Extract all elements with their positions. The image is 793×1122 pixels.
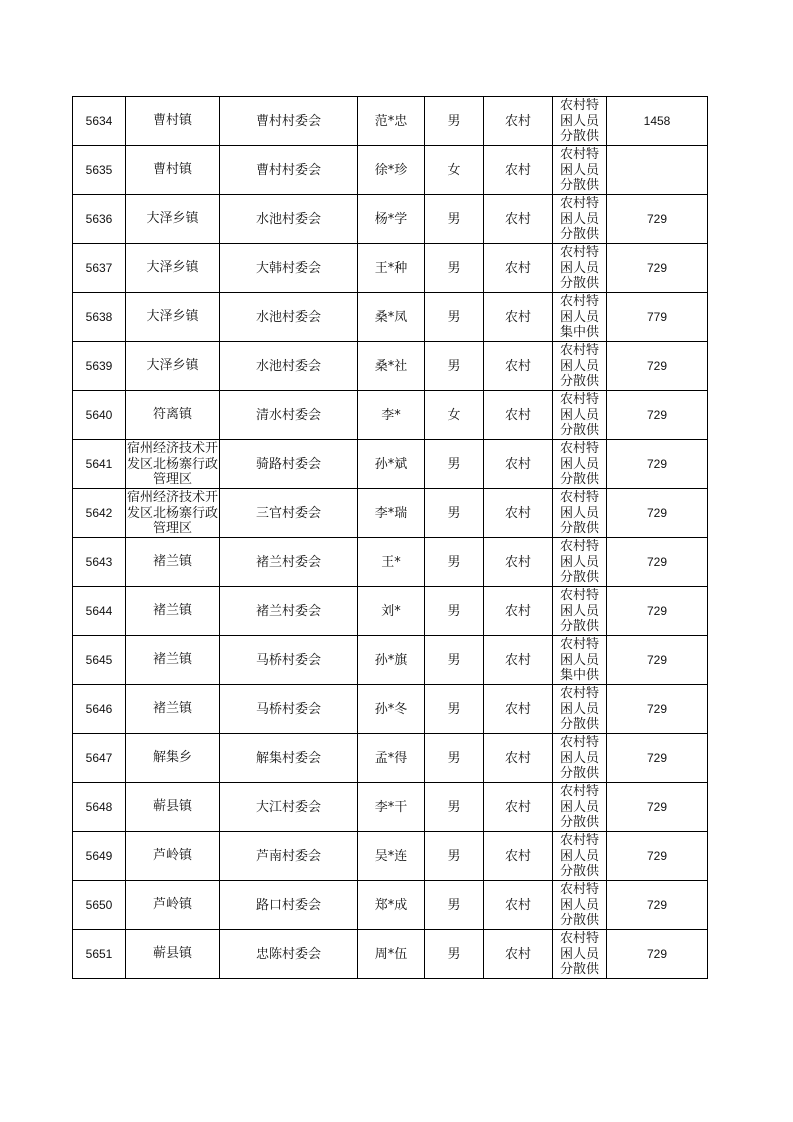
village-committee-cell: 马桥村委会 [220,685,358,734]
relief-category-cell [553,146,607,195]
village-committee-cell: 马桥村委会 [220,636,358,685]
gender-cell: 男 [425,538,484,587]
relief-category-cell [553,734,607,783]
amount-cell: 729 [607,391,708,440]
relief-category-cell-text: 农村特困人员分散供 [559,686,599,732]
gender-cell: 女 [425,391,484,440]
area-type-cell: 农村 [484,97,553,146]
serial-number-cell: 5635 [73,146,126,195]
relief-category-cell-text: 农村特困人员分散供 [559,882,599,928]
village-committee-cell: 芦南村委会 [220,832,358,881]
table-row [73,391,708,440]
relief-category-cell [553,832,607,881]
recipient-name-cell: 李*瑞 [358,489,425,538]
recipient-name-cell: 李*干 [358,783,425,832]
amount-cell: 729 [607,244,708,293]
town-cell-wrap [126,196,219,242]
relief-category-cell [553,538,607,587]
relief-category-cell-text: 农村特困人员分散供 [559,441,599,487]
town-cell [126,881,220,930]
town-cell [126,685,220,734]
amount-cell: 729 [607,734,708,783]
area-type-cell: 农村 [484,538,553,587]
town-cell-text: 芦岭镇 [152,848,192,864]
relief-category-cell [553,930,607,979]
town-cell-text: 褚兰镇 [152,652,192,668]
relief-category-cell-text: 农村特困人员分散供 [559,147,599,193]
recipient-name-cell: 郑*成 [358,881,425,930]
town-cell [126,195,220,244]
relief-category-cell-wrap [553,196,606,242]
serial-number-cell: 5644 [73,587,126,636]
area-type-cell: 农村 [484,391,553,440]
town-cell-text: 宿州经济技术开发区北杨寨行政管理区 [126,490,218,536]
serial-number-cell: 5634 [73,97,126,146]
table-row [73,832,708,881]
relief-category-cell-wrap [553,686,606,732]
table-row [73,734,708,783]
village-committee-cell: 水池村委会 [220,293,358,342]
town-cell-wrap [126,931,219,977]
recipient-name-cell: 王* [358,538,425,587]
village-committee-cell: 水池村委会 [220,342,358,391]
gender-cell: 男 [425,244,484,293]
table-row [73,881,708,930]
relief-category-cell [553,587,607,636]
town-cell-wrap [126,882,219,928]
town-cell-wrap [126,147,219,193]
town-cell [126,636,220,685]
table-body [73,97,708,979]
table-row [73,146,708,195]
recipient-name-cell: 徐*珍 [358,146,425,195]
table-row [73,195,708,244]
village-committee-cell: 褚兰村委会 [220,538,358,587]
relief-category-cell-wrap [553,833,606,879]
town-cell [126,244,220,293]
village-committee-cell: 解集村委会 [220,734,358,783]
area-type-cell: 农村 [484,930,553,979]
amount-cell: 729 [607,930,708,979]
area-type-cell: 农村 [484,881,553,930]
amount-cell: 779 [607,293,708,342]
town-cell-wrap [126,784,219,830]
table-row [73,293,708,342]
table-row [73,440,708,489]
serial-number-cell: 5641 [73,440,126,489]
relief-category-cell-wrap [553,637,606,683]
relief-category-cell [553,636,607,685]
serial-number-cell: 5651 [73,930,126,979]
table-row [73,342,708,391]
recipient-name-cell: 孙*斌 [358,440,425,489]
relief-category-cell [553,685,607,734]
town-cell-text: 解集乡 [152,750,192,766]
relief-category-cell-wrap [553,98,606,144]
relief-category-cell-text: 农村特困人员分散供 [559,833,599,879]
town-cell-text: 符离镇 [152,407,192,423]
recipient-name-cell: 桑*凤 [358,293,425,342]
relief-category-cell-text: 农村特困人员分散供 [559,588,599,634]
area-type-cell: 农村 [484,489,553,538]
gender-cell: 男 [425,489,484,538]
amount-cell: 729 [607,195,708,244]
town-cell-text: 大泽乡镇 [146,260,199,276]
town-cell [126,342,220,391]
relief-category-cell-wrap [553,147,606,193]
town-cell-wrap [126,343,219,389]
relief-category-cell-wrap [553,245,606,291]
serial-number-cell: 5636 [73,195,126,244]
town-cell-wrap [126,539,219,585]
village-committee-cell: 忠陈村委会 [220,930,358,979]
table-row [73,489,708,538]
village-committee-cell: 三官村委会 [220,489,358,538]
relief-category-cell-text: 农村特困人员分散供 [559,98,599,144]
gender-cell: 男 [425,195,484,244]
serial-number-cell: 5637 [73,244,126,293]
town-cell-wrap [126,294,219,340]
town-cell [126,440,220,489]
village-committee-cell: 褚兰村委会 [220,587,358,636]
relief-category-cell-text: 农村特困人员分散供 [559,245,599,291]
relief-category-cell-wrap [553,294,606,340]
recipient-name-cell: 李* [358,391,425,440]
serial-number-cell: 5650 [73,881,126,930]
area-type-cell: 农村 [484,636,553,685]
recipient-name-cell: 孙*旗 [358,636,425,685]
town-cell-text: 大泽乡镇 [146,211,199,227]
amount-cell: 729 [607,783,708,832]
gender-cell: 男 [425,930,484,979]
amount-cell: 729 [607,832,708,881]
town-cell-text: 曹村镇 [152,162,192,178]
town-cell-text: 蕲县镇 [152,799,192,815]
relief-category-cell-text: 农村特困人员分散供 [559,343,599,389]
relief-category-cell-wrap [553,392,606,438]
town-cell [126,146,220,195]
serial-number-cell: 5646 [73,685,126,734]
serial-number-cell: 5647 [73,734,126,783]
relief-category-cell [553,783,607,832]
town-cell-wrap [126,735,219,781]
serial-number-cell: 5643 [73,538,126,587]
relief-category-cell [553,195,607,244]
town-cell-text: 褚兰镇 [152,603,192,619]
recipient-name-cell: 王*种 [358,244,425,293]
town-cell-text: 宿州经济技术开发区北杨寨行政管理区 [126,441,218,487]
serial-number-cell: 5638 [73,293,126,342]
relief-category-cell [553,391,607,440]
relief-category-cell-text: 农村特困人员集中供 [559,294,599,340]
town-cell [126,293,220,342]
village-committee-cell: 清水村委会 [220,391,358,440]
town-cell [126,97,220,146]
gender-cell: 男 [425,636,484,685]
town-cell-wrap [126,245,219,291]
village-committee-cell: 骑路村委会 [220,440,358,489]
serial-number-cell: 5645 [73,636,126,685]
relief-category-cell-wrap [553,931,606,977]
table-row [73,783,708,832]
serial-number-cell: 5640 [73,391,126,440]
table-row [73,538,708,587]
table-row [73,685,708,734]
recipient-name-cell: 孙*冬 [358,685,425,734]
relief-category-cell-text: 农村特困人员分散供 [559,539,599,585]
town-cell-wrap [126,98,219,144]
relief-category-cell-text: 农村特困人员集中供 [559,637,599,683]
town-cell-text: 褚兰镇 [152,701,192,717]
town-cell-wrap [126,392,219,438]
village-committee-cell: 曹村村委会 [220,146,358,195]
amount-cell: 729 [607,587,708,636]
town-cell-text: 褚兰镇 [152,554,192,570]
gender-cell: 男 [425,587,484,636]
area-type-cell: 农村 [484,146,553,195]
relief-category-cell-wrap [553,735,606,781]
table-row [73,97,708,146]
serial-number-cell: 5642 [73,489,126,538]
village-committee-cell: 大江村委会 [220,783,358,832]
amount-cell: 729 [607,881,708,930]
town-cell-text: 曹村镇 [152,113,192,129]
serial-number-cell: 5648 [73,783,126,832]
relief-category-cell-text: 农村特困人员分散供 [559,490,599,536]
recipient-name-cell: 范*忠 [358,97,425,146]
relief-category-cell-wrap [553,784,606,830]
relief-category-cell-text: 农村特困人员分散供 [559,735,599,781]
serial-number-cell: 5639 [73,342,126,391]
town-cell-wrap [126,686,219,732]
area-type-cell: 农村 [484,734,553,783]
relief-category-cell [553,244,607,293]
town-cell [126,587,220,636]
relief-category-cell-text: 农村特困人员分散供 [559,784,599,830]
amount-cell: 729 [607,440,708,489]
gender-cell: 男 [425,734,484,783]
town-cell-wrap [126,833,219,879]
town-cell [126,734,220,783]
area-type-cell: 农村 [484,440,553,489]
area-type-cell: 农村 [484,685,553,734]
amount-cell: 729 [607,636,708,685]
town-cell [126,832,220,881]
recipient-name-cell: 杨*学 [358,195,425,244]
gender-cell: 女 [425,146,484,195]
area-type-cell: 农村 [484,342,553,391]
gender-cell: 男 [425,97,484,146]
relief-category-cell-wrap [553,882,606,928]
town-cell [126,538,220,587]
relief-category-cell-text: 农村特困人员分散供 [559,196,599,242]
table-row [73,930,708,979]
relief-category-cell-text: 农村特困人员分散供 [559,392,599,438]
relief-category-cell-wrap [553,539,606,585]
town-cell-wrap [126,637,219,683]
recipient-name-cell: 孟*得 [358,734,425,783]
amount-cell: 729 [607,685,708,734]
relief-category-cell-wrap [553,343,606,389]
table-row [73,244,708,293]
area-type-cell: 农村 [484,293,553,342]
relief-category-cell-text: 农村特困人员分散供 [559,931,599,977]
table-row [73,587,708,636]
town-cell-wrap [126,441,219,487]
relief-category-cell-wrap [553,490,606,536]
serial-number-cell: 5649 [73,832,126,881]
relief-category-cell [553,342,607,391]
relief-category-cell [553,881,607,930]
amount-cell: 729 [607,489,708,538]
relief-recipient-table [72,96,708,979]
town-cell-wrap [126,490,219,536]
village-committee-cell: 路口村委会 [220,881,358,930]
village-committee-cell: 水池村委会 [220,195,358,244]
village-committee-cell: 大韩村委会 [220,244,358,293]
relief-category-cell-wrap [553,588,606,634]
town-cell-text: 大泽乡镇 [146,309,199,325]
relief-category-cell [553,293,607,342]
amount-cell: 729 [607,342,708,391]
area-type-cell: 农村 [484,587,553,636]
relief-category-cell [553,97,607,146]
gender-cell: 男 [425,832,484,881]
gender-cell: 男 [425,881,484,930]
gender-cell: 男 [425,342,484,391]
town-cell-text: 蕲县镇 [152,946,192,962]
town-cell [126,783,220,832]
amount-cell [607,146,708,195]
area-type-cell: 农村 [484,195,553,244]
gender-cell: 男 [425,440,484,489]
recipient-name-cell: 吴*连 [358,832,425,881]
table-row [73,636,708,685]
area-type-cell: 农村 [484,832,553,881]
recipient-name-cell: 周*伍 [358,930,425,979]
relief-category-cell [553,440,607,489]
relief-category-cell [553,489,607,538]
area-type-cell: 农村 [484,244,553,293]
town-cell [126,391,220,440]
town-cell-text: 大泽乡镇 [146,358,199,374]
amount-cell: 1458 [607,97,708,146]
village-committee-cell: 曹村村委会 [220,97,358,146]
recipient-name-cell: 桑*社 [358,342,425,391]
town-cell [126,489,220,538]
gender-cell: 男 [425,783,484,832]
area-type-cell: 农村 [484,783,553,832]
town-cell-wrap [126,588,219,634]
town-cell [126,930,220,979]
gender-cell: 男 [425,685,484,734]
recipient-name-cell: 刘* [358,587,425,636]
gender-cell: 男 [425,293,484,342]
amount-cell: 729 [607,538,708,587]
relief-category-cell-wrap [553,441,606,487]
town-cell-text: 芦岭镇 [152,897,192,913]
